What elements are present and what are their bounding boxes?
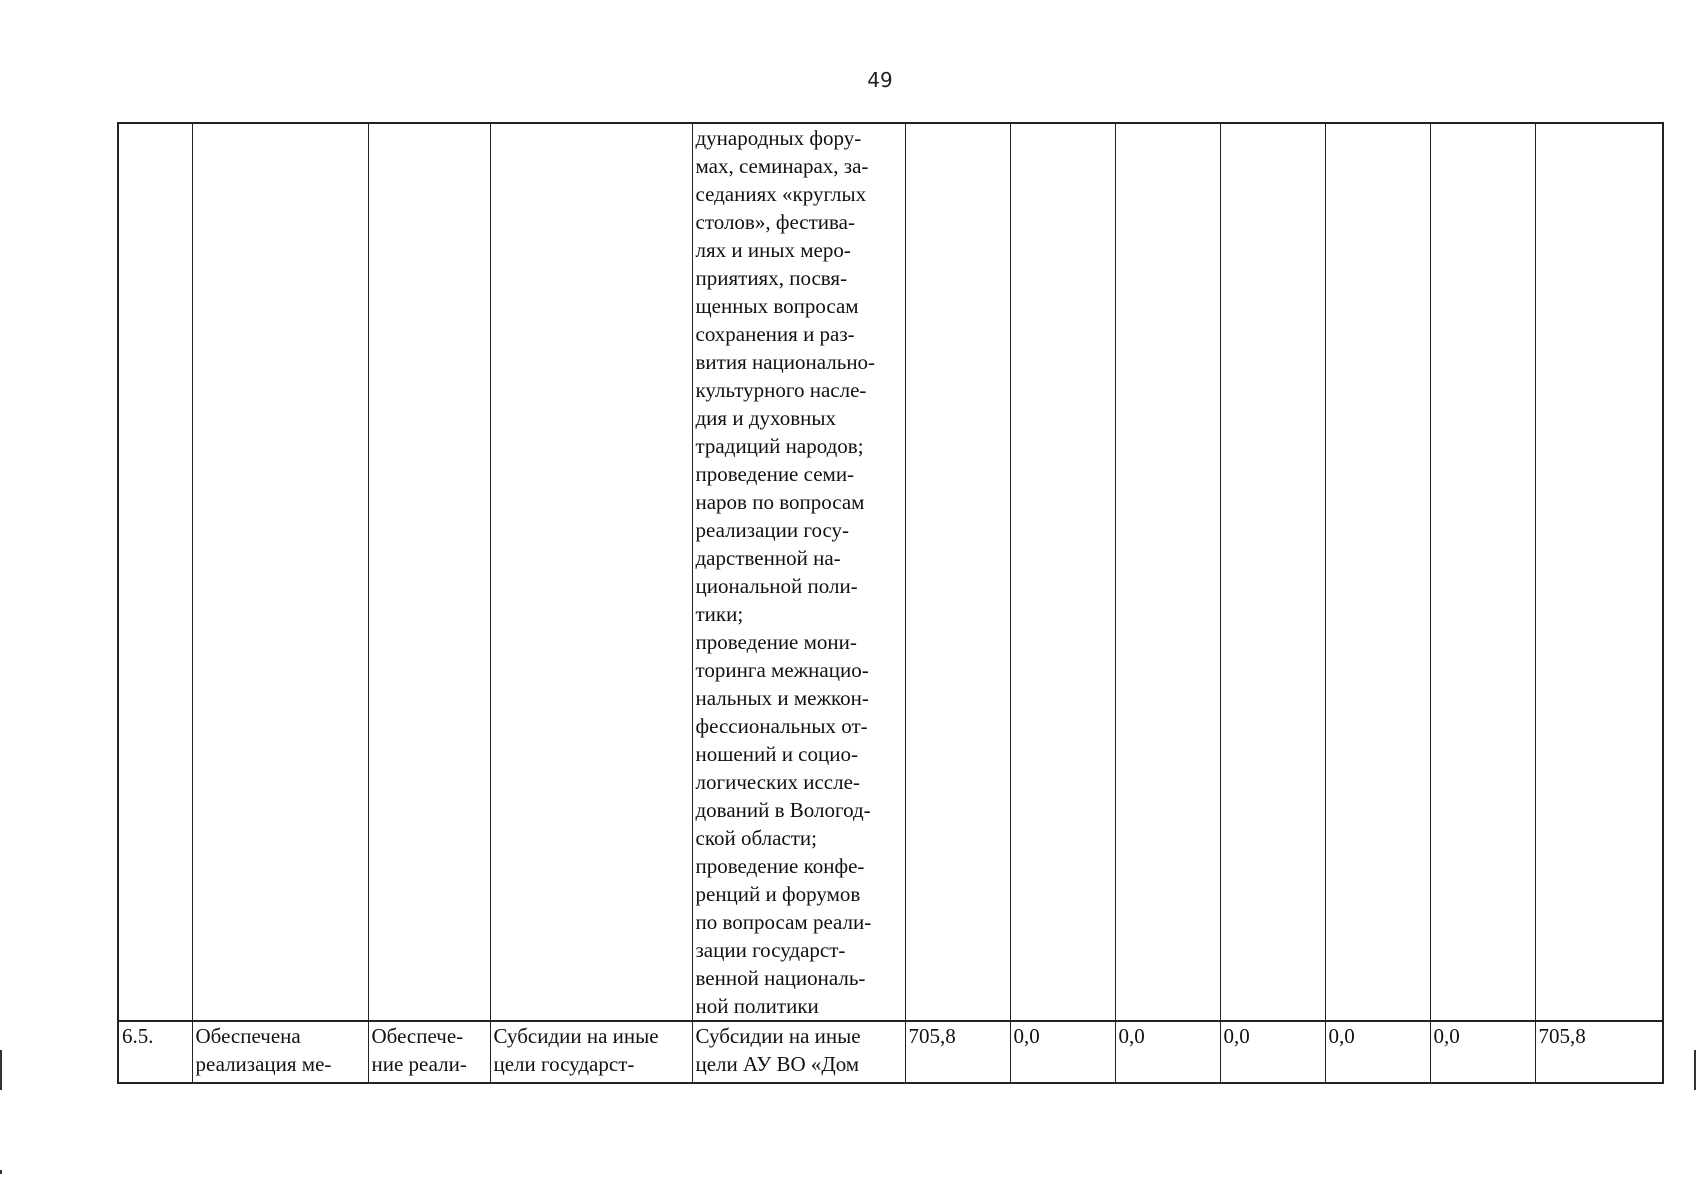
- description-line: логических иссле-: [695, 770, 860, 794]
- cell-value: [905, 123, 1010, 1021]
- description-lines: [696, 124, 902, 1020]
- description-line: дия и духовных: [695, 406, 836, 430]
- result-line: Обеспечена: [195, 1024, 301, 1048]
- cell-expense-type: [490, 1021, 692, 1083]
- description-line: лях и иных меро-: [695, 238, 851, 262]
- cell-value: [1325, 1021, 1430, 1083]
- cell-number: [118, 1021, 192, 1083]
- scan-edge-mark: [1694, 1050, 1696, 1090]
- cell-value: [1535, 123, 1663, 1021]
- description-line: тики;: [695, 602, 744, 626]
- cell-value: [905, 1021, 1010, 1083]
- cell-description: [692, 1021, 905, 1083]
- description-line: Субсидии на иные: [695, 1024, 861, 1048]
- cell-value: [1430, 1021, 1535, 1083]
- description-line: нальных и межкон-: [695, 686, 869, 710]
- scan-edge-mark: [0, 1170, 2, 1174]
- description-line: фессиональных от-: [695, 714, 868, 738]
- cell-value: [1115, 123, 1220, 1021]
- value: 0,0: [1223, 1024, 1250, 1048]
- cell-description: [692, 123, 905, 1021]
- description-line: мах, семинарах, за-: [695, 154, 869, 178]
- description-line: ной политики: [695, 994, 819, 1018]
- value: 0,0: [1118, 1024, 1145, 1048]
- page-number: 49: [867, 68, 893, 92]
- description-line: ношений и социо-: [695, 742, 858, 766]
- cell-value: [1220, 123, 1325, 1021]
- value-total: 705,8: [908, 1024, 956, 1048]
- result-line: реализация ме-: [195, 1052, 332, 1076]
- measure-line: Обеспече-: [371, 1024, 464, 1048]
- description-line: торинга межнацио-: [695, 658, 869, 682]
- cell-measure: [368, 1021, 490, 1083]
- description-line: столов», фестива-: [695, 210, 855, 234]
- description-line: проведение семи-: [695, 462, 855, 486]
- description-line: проведение мони-: [695, 630, 857, 654]
- description-line: наров по вопросам: [695, 490, 865, 514]
- table-row: [118, 1021, 1663, 1083]
- description-line: цели АУ ВО «Дом: [695, 1052, 860, 1076]
- cell-measure: [368, 123, 490, 1021]
- row-number: 6.5.: [122, 1024, 154, 1048]
- value: 0,0: [1013, 1024, 1040, 1048]
- cell-expense-type: [490, 123, 692, 1021]
- cell-number: [118, 123, 192, 1021]
- description-line: циональной поли-: [695, 574, 858, 598]
- description-line: дарственной на-: [695, 546, 841, 570]
- expense-line: цели государст-: [493, 1052, 635, 1076]
- value-final: 705,8: [1538, 1024, 1586, 1048]
- description-line: венной националь-: [695, 966, 866, 990]
- description-line: дународных фору-: [695, 126, 862, 150]
- cell-value: [1430, 123, 1535, 1021]
- description-line: сохранения и раз-: [695, 322, 855, 346]
- description-line: реализации госу-: [695, 518, 850, 542]
- document-table: [117, 122, 1664, 1084]
- description-line: ренций и форумов: [695, 882, 861, 906]
- cell-value: [1325, 123, 1430, 1021]
- description-line: традиций народов;: [695, 434, 864, 458]
- cell-value: [1010, 123, 1115, 1021]
- description-line: культурного насле-: [695, 378, 867, 402]
- value: 0,0: [1433, 1024, 1460, 1048]
- cell-value: [1220, 1021, 1325, 1083]
- measure-line: ние реали-: [371, 1052, 467, 1076]
- description-line: по вопросам реали-: [695, 910, 872, 934]
- expense-line: Субсидии на иные: [493, 1024, 659, 1048]
- cell-value: [1535, 1021, 1663, 1083]
- cell-result: [192, 123, 368, 1021]
- description-line: проведение конфе-: [695, 854, 865, 878]
- scan-edge-mark: [0, 1050, 2, 1090]
- description-line: вития национально-: [695, 350, 876, 374]
- value: 0,0: [1328, 1024, 1355, 1048]
- description-line: щенных вопросам: [695, 294, 859, 318]
- description-line: зации государст-: [695, 938, 846, 962]
- description-line: ской области;: [695, 826, 817, 850]
- cell-value: [1115, 1021, 1220, 1083]
- description-line: дований в Вологод-: [695, 798, 871, 822]
- description-line: седаниях «круглых: [695, 182, 867, 206]
- table-row: [118, 123, 1663, 1021]
- cell-result: [192, 1021, 368, 1083]
- cell-value: [1010, 1021, 1115, 1083]
- description-line: приятиях, посвя-: [695, 266, 848, 290]
